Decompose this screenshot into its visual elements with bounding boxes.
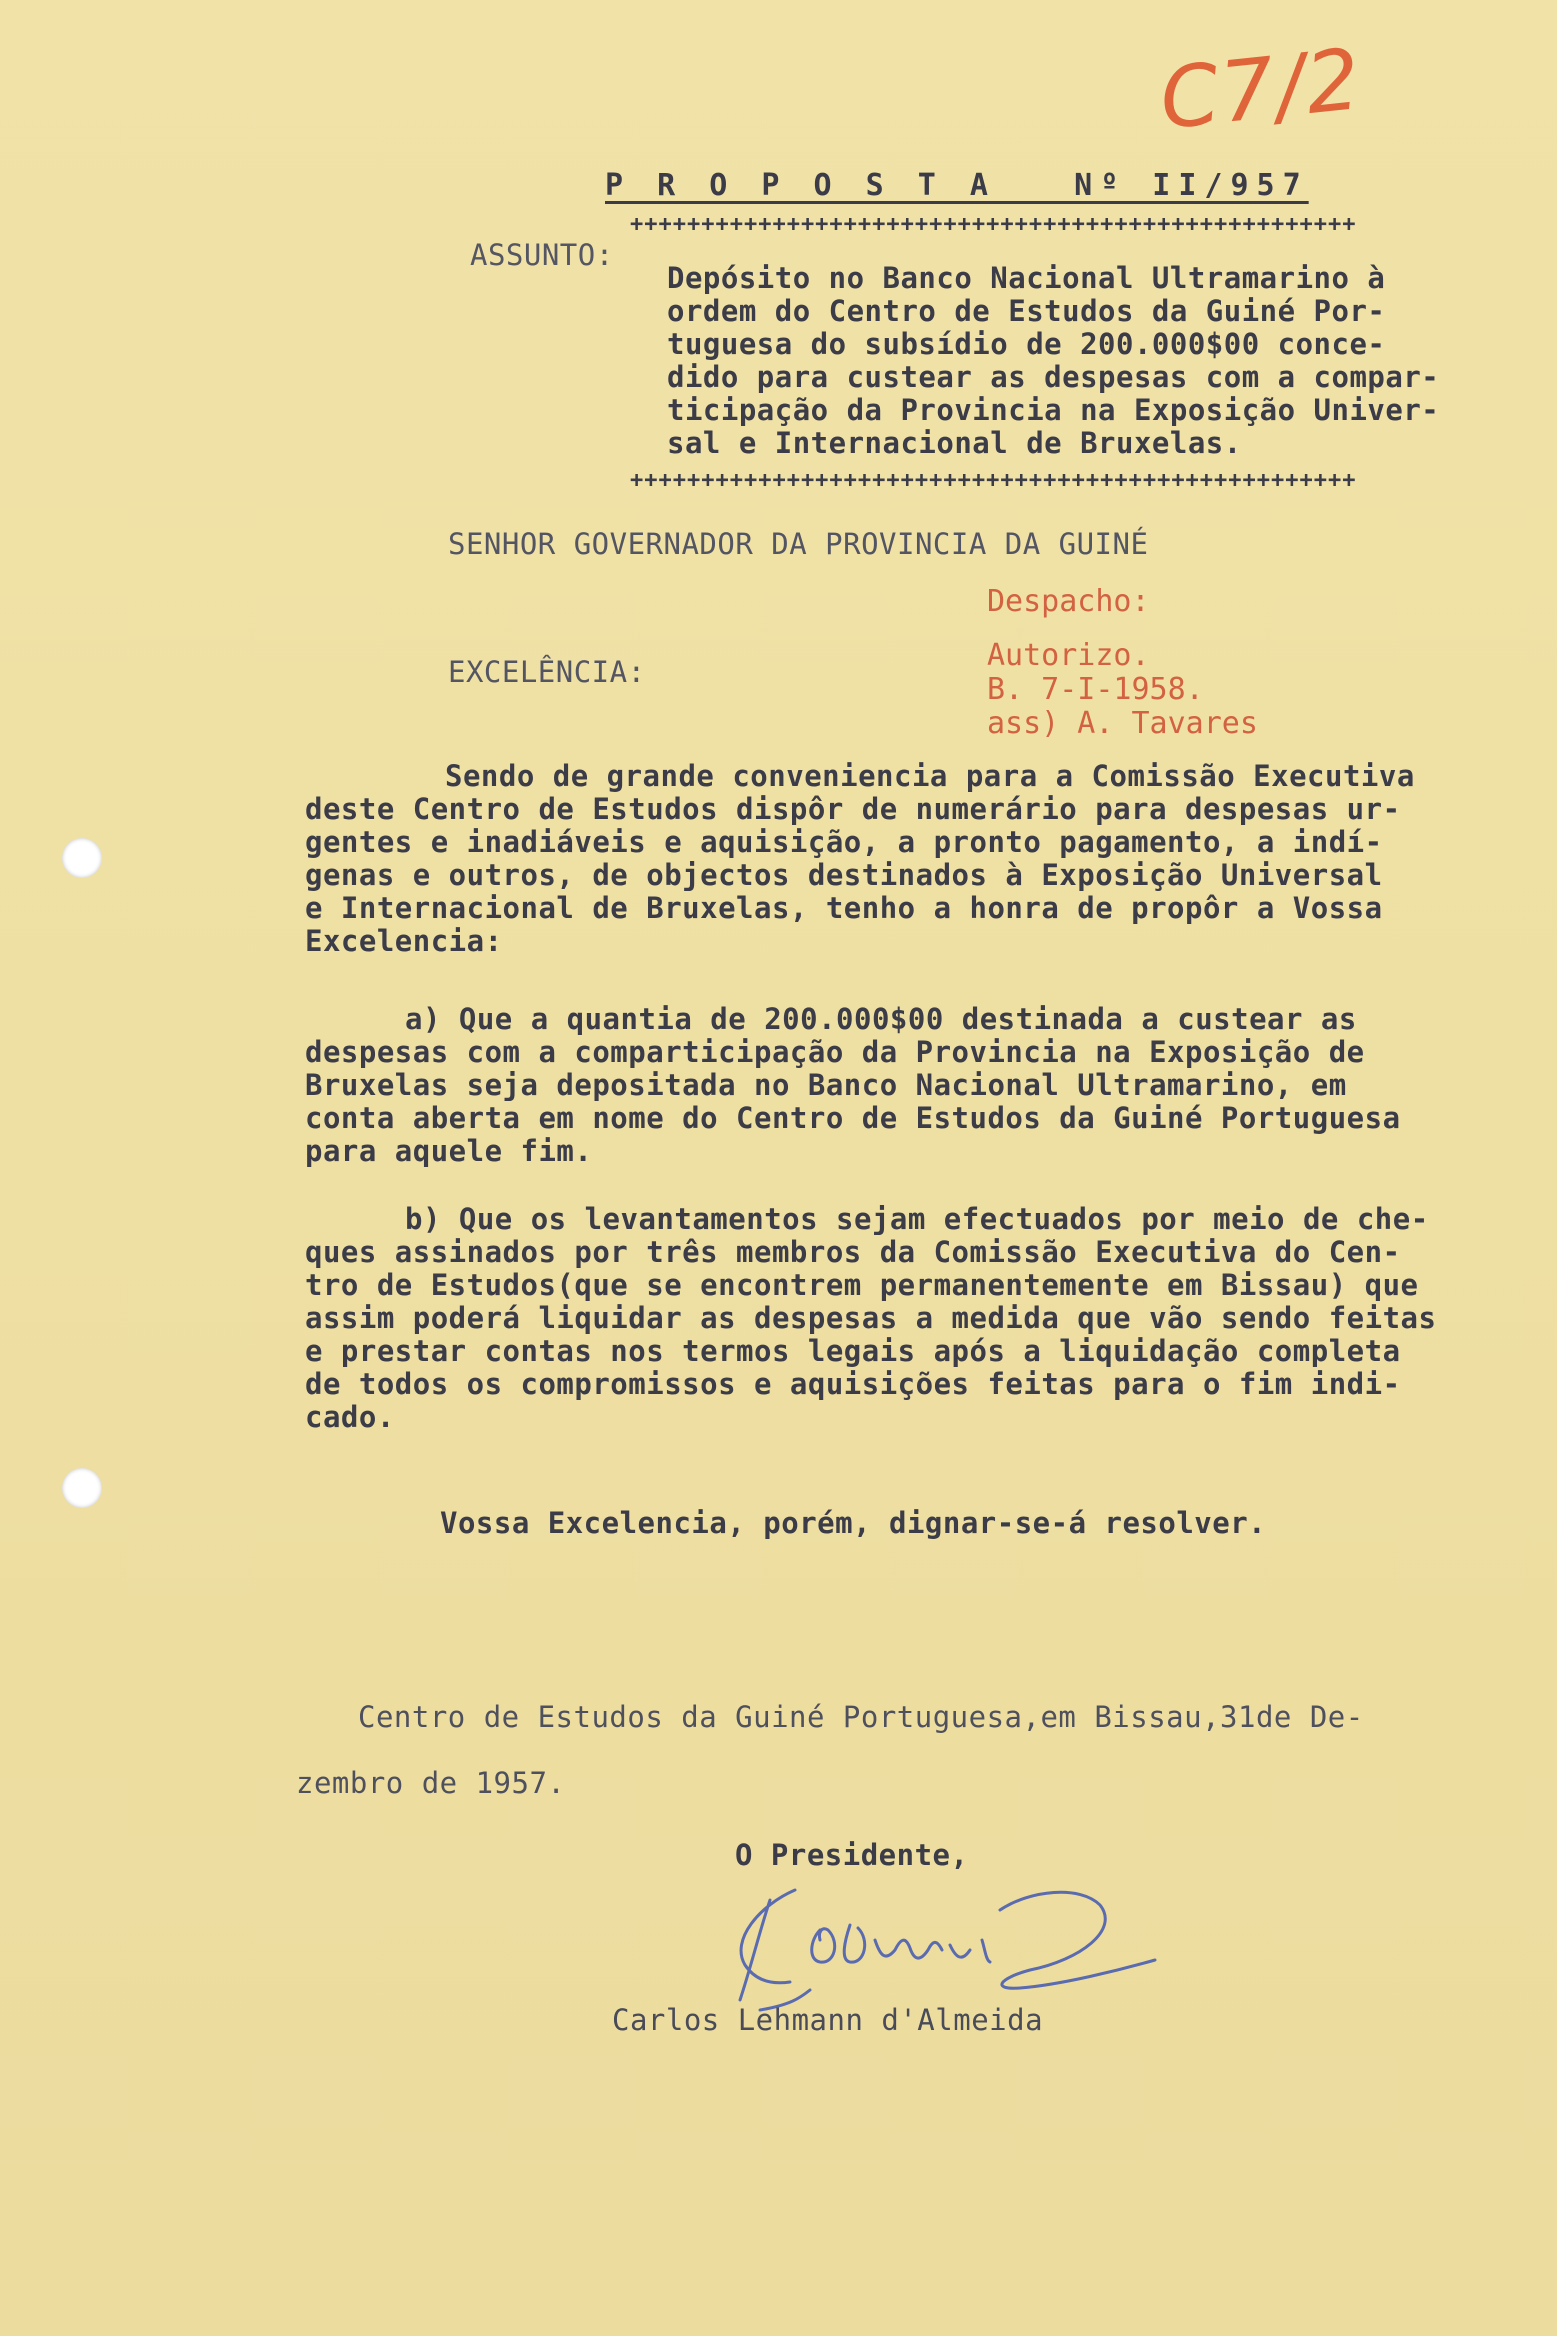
punch-hole: [62, 838, 102, 878]
assunto-line: tuguesa do subsídio de 200.000$00 conce-: [667, 327, 1386, 361]
excelencia-heading: EXCELÊNCIA:: [448, 655, 646, 689]
reference-mark: C7/2: [1155, 29, 1367, 149]
place-date-line: zembro de 1957.: [296, 1766, 566, 1800]
assunto-line: ordem do Centro de Estudos da Guiné Por-: [667, 294, 1386, 328]
signer-name: Carlos Lehmann d'Almeida: [612, 2003, 1044, 2037]
assunto-line: ticipação da Provincia na Exposição Univer-: [667, 393, 1440, 427]
item-a-paragraph: [305, 1003, 1535, 1168]
intro-line: Sendo de grande conveniencia para a Comissão Executiva: [445, 759, 1415, 793]
intro-line: deste Centro de Estudos dispôr de numerário para despesas ur-: [305, 792, 1401, 826]
item-b-line: e prestar contas nos termos legais após a liquidação completa: [305, 1334, 1401, 1368]
assunto-line: dido para custear as despesas com a compar-: [667, 360, 1440, 394]
separator-bottom: +++++++++++++++++++++++++++++++++++++++++++++++++++: [630, 468, 1357, 493]
assunto-text: [667, 262, 1527, 460]
intro-line: genas e outros, de objectos destinados à Exposição Universal: [305, 858, 1383, 892]
signature-stroke: [740, 1890, 1155, 2010]
salutation: SENHOR GOVERNADOR DA PROVINCIA DA GUINÉ: [448, 527, 1149, 561]
item-b-paragraph: [305, 1203, 1535, 1434]
despacho-label: Despacho:: [987, 584, 1150, 619]
item-b-line: b) Que os levantamentos sejam efectuados por meio de che-: [405, 1202, 1429, 1236]
proposal-title: P R O P O S T A Nº II/957: [605, 168, 1309, 203]
despacho-line: ass) A. Tavares: [987, 706, 1258, 741]
despacho-line: B. 7-I-1958.: [987, 672, 1204, 707]
separator-top: +++++++++++++++++++++++++++++++++++++++++++++++++++: [630, 212, 1357, 237]
item-a-line: despesas com a comparticipação da Provincia na Exposição de: [305, 1035, 1365, 1069]
signer-role: O Presidente,: [735, 1838, 969, 1872]
signature: [700, 1870, 1220, 2020]
item-b-line: de todos os compromissos e aquisições feitas para o fim indi-: [305, 1367, 1401, 1401]
item-a-line: a) Que a quantia de 200.000$00 destinada a custear as: [405, 1002, 1357, 1036]
item-a-line: conta aberta em nome do Centro de Estudos da Guiné Portuguesa: [305, 1101, 1401, 1135]
assunto-line: sal e Internacional de Bruxelas.: [667, 426, 1242, 460]
punch-hole: [62, 1468, 102, 1508]
assunto-line: Depósito no Banco Nacional Ultramarino à: [667, 261, 1386, 295]
despacho-annotation: [987, 585, 1258, 741]
closing-line: Vossa Excelencia, porém, dignar-se-á resolver.: [440, 1506, 1267, 1540]
despacho-line: Autorizo.: [987, 638, 1150, 673]
intro-line: Excelencia:: [305, 924, 503, 958]
item-b-line: cado.: [305, 1400, 395, 1434]
item-b-line: ques assinados por três membros da Comissão Executiva do Cen-: [305, 1235, 1401, 1269]
intro-line: e Internacional de Bruxelas, tenho a honra de propôr a Vossa: [305, 891, 1383, 925]
assunto-label: ASSUNTO:: [470, 238, 614, 272]
item-b-line: tro de Estudos(que se encontrem permanentemente em Bissau) que: [305, 1268, 1419, 1302]
item-b-line: assim poderá liquidar as despesas a medida que vão sendo feitas: [305, 1301, 1437, 1335]
item-a-line: para aquele fim.: [305, 1134, 593, 1168]
item-a-line: Bruxelas seja depositada no Banco Nacional Ultramarino, em: [305, 1068, 1347, 1102]
intro-line: gentes e inadiáveis e aquisição, a pronto pagamento, a indí-: [305, 825, 1383, 859]
place-date-line: Centro de Estudos da Guiné Portuguesa,em Bissau,31de De-: [358, 1700, 1364, 1734]
intro-paragraph: [305, 760, 1535, 958]
